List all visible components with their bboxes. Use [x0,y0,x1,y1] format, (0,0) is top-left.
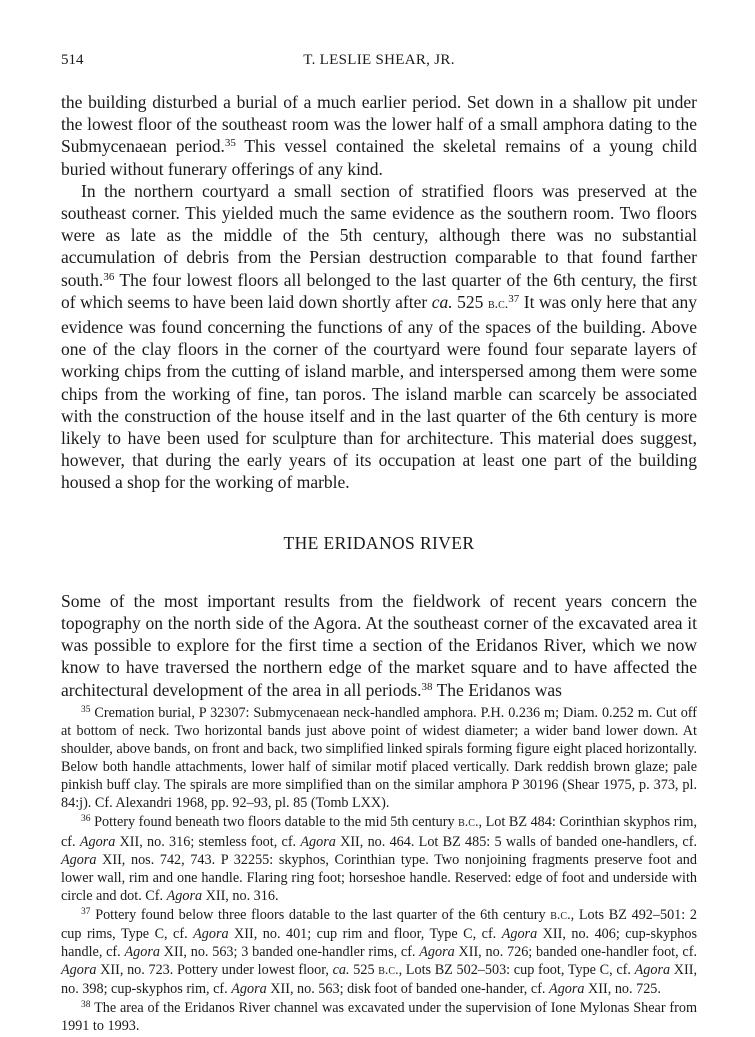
footnote-ref-37[interactable]: 37 [508,292,520,305]
footnote-35: $^{35}$ Cremation burial, P 32307: Submycenaean neck-handled amphora. P.H. 0.236 m; Diam. 0.252 m. Cut off at bottom of neck. Two horizontal bands just above point of widest diameter; a wider band lower down. At shoulder, above bands, on front and back, two simplified linked spirals forming figure eight placed horizontally. Below both handle attachments, lower half of similar motif placed vertically. Dark reddish brown glaze; pale pinkish buff clay. The spirals are more simplified than on the similar amphora P 30196 (Shear 1975, p. 373, pl. 84:j). Cf. Alexandri 1968, pp. 92–93, pl. 85 (Tomb LXX). [61,704,697,812]
paragraph-3: Some of the most important results from the fieldwork of recent years concern the topography on the north side of the Agora. At the southeast corner of the excavated area it was possible to explore for the first time a section of the Eridanos River, which we now know to have traversed the northern edge of the market square and to have affected the architectural development of the area in all periods.$^{38}$ The Eridanos was [61,590,697,700]
footnote-36: $^{36}$ Pottery found beneath two floors datable to the mid 5th century b.c., Lot BZ 484: Corinthian skyphos rim, cf. Agora XII, no. 316; stemless foot, cf. Agora XII, no. 464. Lot BZ 485: 5 walls of banded one-handlers, cf. Agora XII, nos. 742, 743. P 32255: skyphos, Corinthian type. Two nonjoining fragments preserve foot and lower wall, rim and one handle. Flaring ring foot; horseshoe handle. Reserved: edge of foot and underside with circle and dot. Cf. Agora XII, no. 316. [61,814,697,904]
footnote-37: $^{37}$ Pottery found below three floors datable to the last quarter of the 6th century b.c., Lots BZ 492–501: 2 cup rims, Type C, cf. Agora XII, no. 401; cup rim and floor, Type C, cf. Agora XII, no. 406; cup-skyphos handle, cf. Agora XII, no. 563; 3 banded one-handler rims, cf. Agora XII, no. 726; banded one-handler foot, cf. Agora XII, no. 723. Pottery under lowest floor, ca. 525 b.c., Lots BZ 502–503: cup foot, Type C, cf. Agora XII, no. 398; cup-skyphos rim, cf. Agora XII, no. 563; disk foot of banded one-hander, cf. Agora XII, no. 725. [61,906,698,998]
footnote-ref-35[interactable]: 35 [224,137,236,150]
footnote-ref-38[interactable]: 38 [421,680,433,693]
body-text [61,91,697,701]
footnote-ref-36[interactable]: 36 [103,270,115,283]
paragraph-1: the building disturbed a burial of a much earlier period. Set down in a shallow pit under the lowest floor of the southeast room was the lower half of a small amphora dating to the Submycenaean period.$^{35}$ This vessel contained the skeletal remains of a young child buried without funerary offerings of any kind. [61,92,697,179]
running-head: T. LESLIE SHEAR, JR. [303,52,455,68]
page-header [61,52,697,78]
section-heading: THE ERIDANOS RIVER [283,532,475,553]
footnotes [61,704,697,1036]
footnote-38: $^{38}$ The area of the Eridanos River channel was excavated under the supervision of Ione Mylonas Shear from 1991 to 1993. [61,1000,697,1035]
page [61,52,697,1037]
paragraph-2: In the northern courtyard a small section of stratified floors was preserved at the southeast corner. This yielded much the same evidence as the southern room. Two floors were as late as the middle of the 5th century, although there was no substantial accumulation of debris from the Persian destruction comparable to that found farther south.$^{36}$ The four lowest floors all belonged to the last quarter of the 6th century, the first of which seems to have been laid down shortly after ca. 525 b.c.$^{37}$ It was only here that any evidence was found concerning the functions of any of the spaces of the building. Above one of the clay floors in the corner of the courtyard were found four separate layers of working chips from the cutting of island marble, and interspersed among them were some chips from the working of fine, tan poros. The island marble can scarcely be associated with the construction of the house itself and in the last quarter of the 6th century is more likely to have been used for sculpture than for architecture. This material does suggest, however, that during the early years of its occupation at least one part of the building housed a shop for the working of marble. [61,180,698,493]
page-number: 514 [61,52,84,68]
